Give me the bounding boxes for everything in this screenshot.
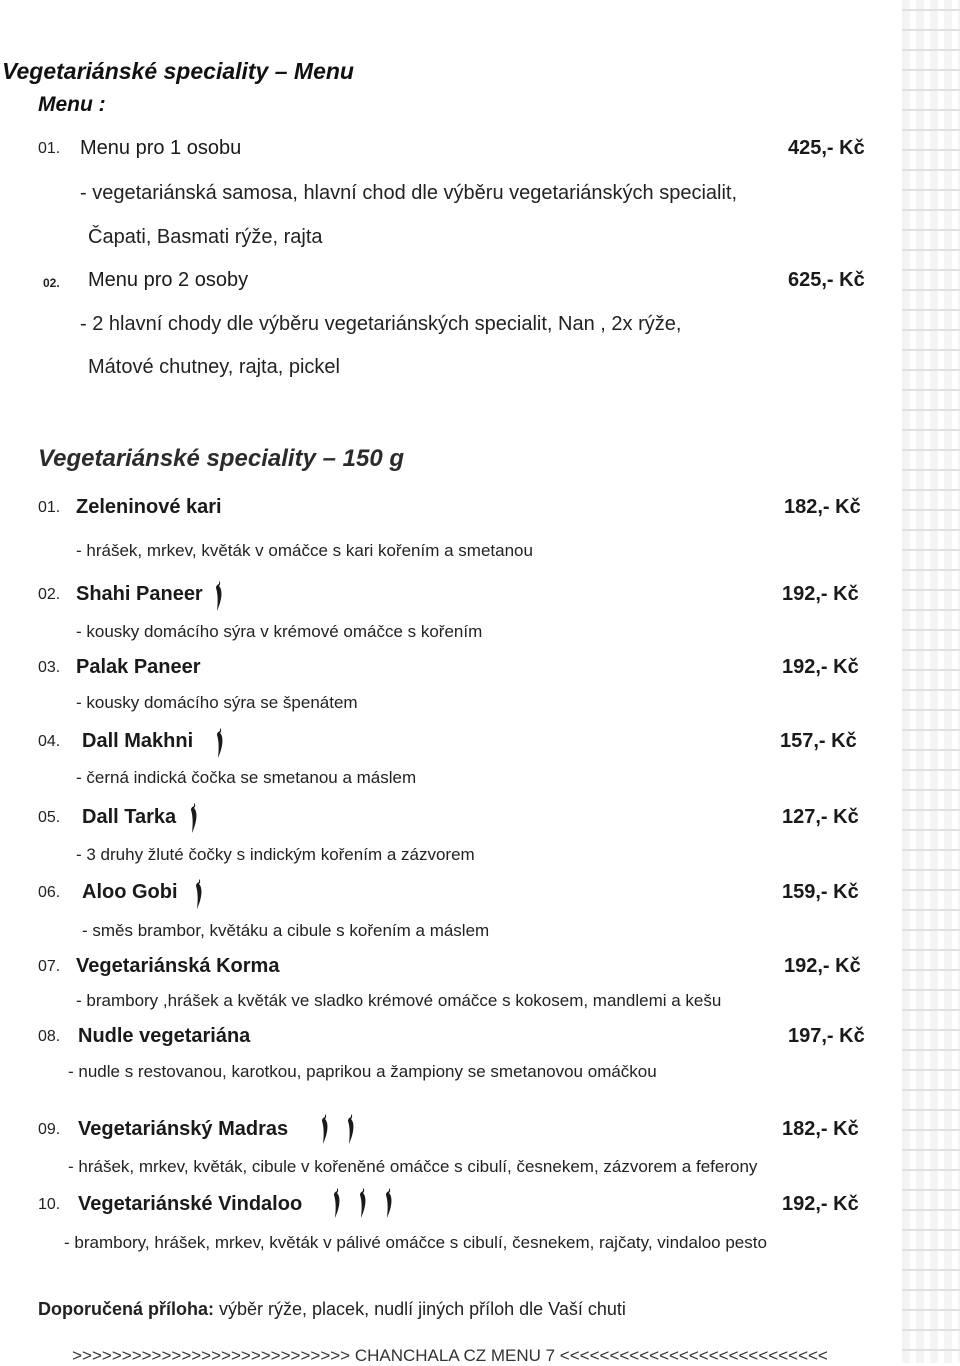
dish-description: - směs brambor, květáku a cibule s kořením a máslem <box>82 921 490 940</box>
page-title: Vegetariánské speciality – Menu <box>2 58 354 84</box>
dish-name: Palak Paneer <box>76 656 201 678</box>
dish-price: 157,- Kč <box>780 730 857 752</box>
dish-name: Vegetariánský Madras <box>78 1118 289 1140</box>
dish-price: 192,- Kč <box>784 955 861 977</box>
set-menu-description: - 2 hlavní chody dle výběru vegetariánských specialit, Nan , 2x rýže, <box>80 313 682 335</box>
dish-number: 06. <box>38 884 61 901</box>
dish-description: - kousky domácího sýra se špenátem <box>76 693 358 712</box>
dish-number: 07. <box>38 958 61 975</box>
dish-price: 192,- Kč <box>782 1193 859 1215</box>
dish-price: 192,- Kč <box>782 656 859 678</box>
chili-pepper-icon <box>187 802 201 839</box>
set-menu-name: Menu pro 1 osobu <box>80 137 242 159</box>
dish-price: 159,- Kč <box>782 881 859 903</box>
dish-name: Dall Makhni <box>82 730 194 752</box>
chili-pepper-icon <box>192 878 206 915</box>
dish-name: Dall Tarka <box>82 806 177 828</box>
chili-pepper-icon <box>356 1187 370 1224</box>
chili-pepper-icon <box>382 1187 396 1224</box>
chili-pepper-icon <box>344 1113 358 1150</box>
dish-price: 182,- Kč <box>784 496 861 518</box>
dish-number: 04. <box>38 733 61 750</box>
chili-pepper-icon <box>330 1187 344 1224</box>
dish-description: - hrášek, mrkev, květák, cibule v kořeněné omáčce s cibulí, česnekem, zázvorem a feferony <box>68 1157 758 1176</box>
footer-banner: >>>>>>>>>>>>>>>>>>>>>>>>>>>> CHANCHALA CZ MENU 7 <<<<<<<<<<<<<<<<<<<<<<<<<<< <box>72 1346 828 1365</box>
set-menu-price: 425,- Kč <box>788 137 865 159</box>
chili-pepper-icon <box>213 727 227 764</box>
set-menu-description: - vegetariánská samosa, hlavní chod dle výběru vegetariánských specialit, <box>80 182 738 204</box>
dish-name: Zeleninové kari <box>76 496 222 518</box>
dish-price: 197,- Kč <box>788 1025 865 1047</box>
set-menu-description: Mátové chutney, rajta, pickel <box>88 356 340 378</box>
dish-name: Vegetariánské Vindaloo <box>78 1193 303 1215</box>
section-title: Vegetariánské speciality – 150 g <box>38 445 404 472</box>
set-menu-name: Menu pro 2 osoby <box>88 269 249 291</box>
dish-name: Vegetariánská Korma <box>76 955 280 977</box>
set-menu-number: 02. <box>43 276 60 290</box>
dish-price: 182,- Kč <box>782 1118 859 1140</box>
decorative-border <box>902 0 960 1363</box>
set-menu-description: Čapati, Basmati rýže, rajta <box>88 226 323 248</box>
dish-description: - 3 druhy žluté čočky s indickým kořením a zázvorem <box>76 845 475 864</box>
recommended-side-note <box>38 1299 626 1320</box>
dish-number: 10. <box>38 1196 61 1213</box>
dish-name: Aloo Gobi <box>82 881 178 903</box>
chili-pepper-icon <box>318 1113 332 1150</box>
dish-name: Shahi Paneer <box>76 583 203 605</box>
dish-name: Nudle vegetariána <box>78 1025 251 1047</box>
dish-price: 127,- Kč <box>782 806 859 828</box>
set-menu-price: 625,- Kč <box>788 269 865 291</box>
recommended-label: Doporučená příloha: <box>38 1299 215 1319</box>
chili-pepper-icon <box>212 580 226 617</box>
dish-description: - hrášek, mrkev, květák v omáčce s kari kořením a smetanou <box>76 541 533 560</box>
set-menu-number: 01. <box>38 140 61 157</box>
dish-number: 05. <box>38 809 61 826</box>
recommended-text: výběr rýže, placek, nudlí jiných příloh dle Vaší chuti <box>214 1299 626 1319</box>
dish-number: 02. <box>38 586 61 603</box>
dish-description: - brambory, hrášek, mrkev, květák v pálivé omáčce s cibulí, česnekem, rajčaty, vindaloo pesto <box>64 1233 767 1252</box>
menu-heading: Menu : <box>38 93 106 116</box>
dish-number: 01. <box>38 499 61 516</box>
dish-description: - černá indická čočka se smetanou a máslem <box>76 768 417 787</box>
dish-number: 08. <box>38 1028 61 1045</box>
dish-number: 09. <box>38 1121 61 1138</box>
dish-description: - nudle s restovanou, karotkou, paprikou a žampiony se smetanovou omáčkou <box>68 1062 657 1081</box>
dish-description: - kousky domácího sýra v krémové omáčce s kořením <box>76 622 483 641</box>
dish-number: 03. <box>38 659 61 676</box>
dish-price: 192,- Kč <box>782 583 859 605</box>
dish-description: - brambory ,hrášek a květák ve sladko krémové omáčce s kokosem, mandlemi a kešu <box>76 991 722 1010</box>
